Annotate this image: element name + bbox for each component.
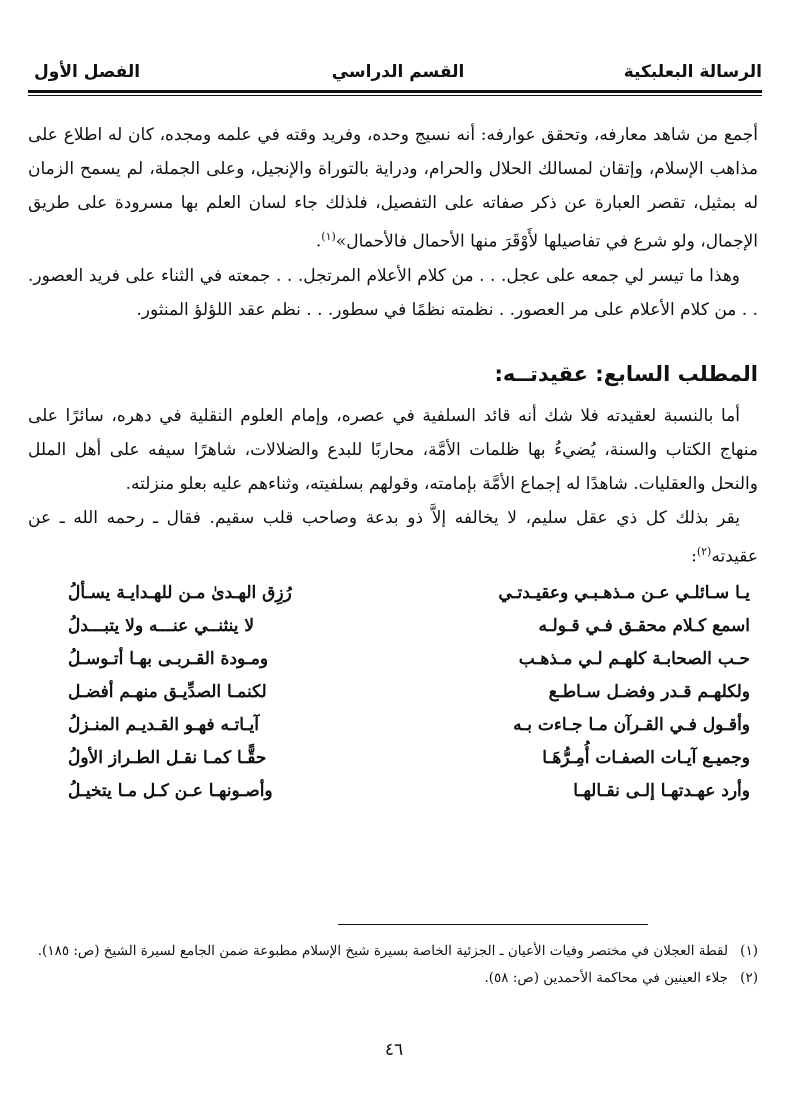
footnote-ref-1[interactable]: (١) [321,230,336,243]
main-text [28,118,758,808]
paragraph-4-end: : [691,546,697,567]
paragraph-3: أما بالنسبة لعقيدته فلا شك أنه قائد السلفية في عصره، وإمام العلوم النقلية في دهره، سائرًا على منهاج الكتاب والسنة، يُضيءُ بها ظلمات الأمَّة، محاربًا للبدع والضلالات، شاهرًا سيفه على أهل الملل والنحل والعقليات. شاهدًا له إجماع الأمَّة بإمامته، وقولهم بسلفيته، وثناءهم عليه بعلو منزلته. [28,405,758,494]
verse-first-hemistich: اسمع كـلام محقـق فـي قـولـه [538,616,750,637]
footnote-number: (١) [740,943,758,959]
running-header [34,58,762,92]
verse-first-hemistich: وأرد عهـدتهـا إلـى نقـالهـا [573,781,750,802]
footnote-text: جلاء العينين في محاكمة الأحمدين (ص: ٥٨). [484,970,728,986]
paragraph-1-text: أجمع من شاهد معارفه، وتحقق عوارفه: أنه نسيج وحده، وفريد وقته في علمه ومجده، كان له اطلاع على مذاهب الإسلام، وإتقان لمسالك الحلال والحرام، ودراية بالتوراة والإنجيل، وعلى الجملة، لم يسمح الزمان له بمثيل، تقصر العبارة عن ذكر صفاته على التفصيل، فلذلك جاء لسان العلم بها مسرودة على طريق الإجمال، ولو شرع في تفاصيلها لأَوْقَرَ منها الأحمال فالأحمال» [28,125,758,252]
paragraph-1-end: . [315,231,322,252]
footnote-item [28,965,758,992]
poem-verse [28,610,758,643]
paragraph-1 [28,118,758,259]
footnotes [28,938,758,992]
verse-first-hemistich: وأقـول فـي القـرآن مـا جـاءت بـه [513,715,750,736]
verse-second-hemistich: ومـودة القـربـى بهـا أتـوسـلُ [68,649,269,670]
header-rule-thin [28,95,762,96]
verse-first-hemistich: حـب الصحابـة كلهـم لـي مـذهـب [518,649,750,670]
poem-verse [28,742,758,775]
paragraph-2: وهذا ما تيسر لي جمعه على عجل. . . من كلام الأعلام المرتجل. . . جمعته في الثناء على فريد العصور. . . من كلام الأعلام على مر العصور. . نظمته نظمًا في سطور. . . نظم عقد اللؤلؤ المنثور. [28,265,758,320]
header-chapter: الفصل الأول [34,62,141,82]
verse-second-hemistich: آيـاتـه فهـو القـديـم المنـزلُ [68,715,259,736]
poem-verse [28,676,758,709]
verse-second-hemistich: لا ينثنــي عنـــه ولا يتبـــدلُ [68,616,255,637]
header-section: القسم الدراسي [331,62,465,82]
verse-second-hemistich: وأصـونهـا عـن كـل مـا يتخيـلُ [68,781,273,802]
section-heading: المطلب السابع: عقيدتــه: [494,361,758,386]
header-book-title: الرسالة البعلبكية [623,62,762,82]
verse-first-hemistich: يـا سـائلـي عـن مـذهـبـي وعقيـدتـي [498,583,750,604]
verse-first-hemistich: وجميـع آيـات الصفـات أُمِـرُّهَـا [542,748,750,769]
poem-verse [28,709,758,742]
poem [28,577,758,808]
paragraph-4-text: يقر بذلك كل ذي عقل سليم، لا يخالفه إلاَّ ذو بدعة وصاحب قلب سقيم. فقال ـ رحمه الله ـ عن عقيدته [28,507,758,567]
verse-second-hemistich: رُزِق الهـدىٰ مـن للهـدايـة يسـألُ [68,583,292,604]
page-number: ٤٦ [384,1040,404,1060]
footnote-item [28,938,758,965]
footnote-number: (٢) [740,970,758,986]
verse-first-hemistich: ولكلهـم قـدر وفضـل سـاطـع [548,682,750,703]
poem-verse [28,577,758,610]
poem-verse [28,775,758,808]
footnote-separator [338,924,648,925]
poem-verse [28,643,758,676]
verse-second-hemistich: حقًّـا كمـا نقـل الطـراز الأولُ [68,748,267,769]
paragraph-4 [28,501,758,574]
footnote-ref-2[interactable]: (٢) [696,544,712,558]
verse-second-hemistich: لكنمـا الصدِّيـق منهـم أفضـل [68,682,267,703]
header-rule-thick [28,90,762,93]
footnote-text: لقطة العجلان في مختصر وفيات الأعيان ـ الجزئية الخاصة بسيرة شيخ الإسلام مطبوعة ضمن الجامع لسيرة الشيخ (ص: ١٨٥). [37,943,728,959]
